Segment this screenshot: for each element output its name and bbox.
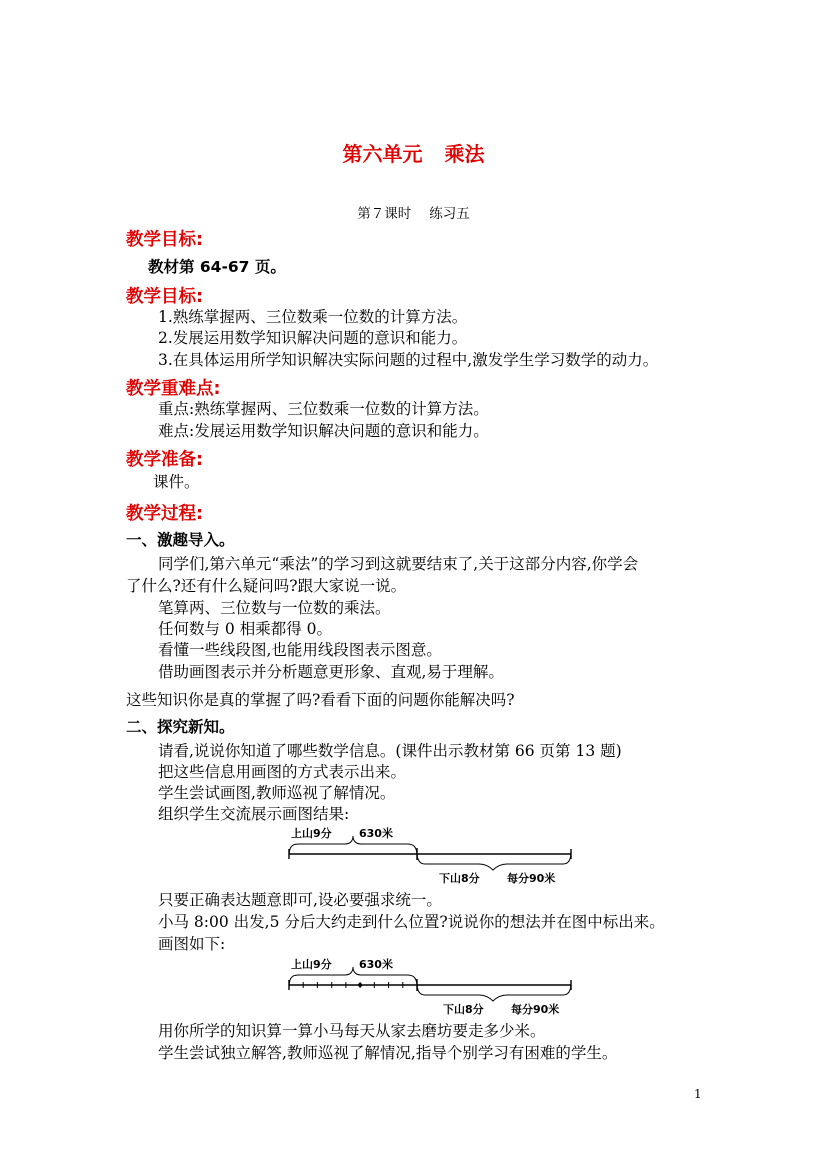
down-label: 下山8分: [439, 872, 480, 885]
page-title: [0, 138, 827, 167]
section-heading-process: 教学过程:: [126, 504, 203, 524]
down-speed: 每分90米: [511, 1003, 560, 1016]
down-speed: 每分90米: [507, 872, 556, 885]
paragraph-line: 请看,说说你知道了哪些数学信息。(课件出示教材第 66 页第 13 题): [158, 742, 622, 760]
paragraph-line: 这些知识你是真的掌握了吗?看看下面的问题你能解决吗?: [126, 691, 515, 709]
objective-item: 1.熟练掌握两、三位数乘一位数的计算方法。: [158, 308, 468, 326]
line-segment-diagram-2: [285, 953, 577, 1017]
lesson-name: 练习五: [429, 206, 470, 222]
section-heading-preparation: 教学准备:: [126, 450, 203, 470]
paragraph-line: 任何数与 0 相乘都得 0。: [158, 620, 333, 638]
up-distance: 630米: [359, 958, 393, 971]
lesson-number: 第７课时: [357, 206, 412, 222]
line-segment-diagram-1: [285, 822, 577, 886]
paragraph-line: 用你所学的知识算一算小马每天从家去磨坊要走多少米。: [158, 1022, 546, 1040]
section-heading-key-points: 教学重难点:: [126, 379, 221, 399]
key-point-item: 难点:发展运用数学知识解决问题的意识和能力。: [158, 422, 489, 440]
lesson-subtitle: [0, 202, 827, 222]
paragraph-line: 画图如下:: [158, 935, 226, 953]
down-label: 下山8分: [443, 1003, 484, 1016]
page-number: 1: [694, 1087, 702, 1101]
paragraph-line: 学生尝试画图,教师巡视了解情况。: [158, 784, 396, 802]
up-label: 上山9分: [291, 827, 332, 840]
objective-item: 3.在具体运用所学知识解决实际问题的过程中,激发学生学习数学的动力。: [158, 351, 659, 369]
section-heading-objectives-1: 教学目标:: [126, 230, 203, 250]
paragraph-line: 组织学生交流展示画图结果:: [158, 805, 350, 823]
paragraph-line: 笔算两、三位数与一位数的乘法。: [158, 599, 391, 617]
unit-title: 第六单元: [342, 142, 423, 166]
paragraph-line: 同学们,第六单元“乘法”的学习到这就要结束了,关于这部分内容,你学会: [158, 555, 639, 573]
paragraph-line: 学生尝试独立解答,教师巡视了解情况,指导个别学习有困难的学生。: [158, 1044, 618, 1062]
paragraph-line: 小马 8:00 出发,5 分后大约走到什么位置?说说你的想法并在图中标出来。: [158, 913, 665, 931]
paragraph-line: 把这些信息用画图的方式表示出来。: [158, 763, 407, 781]
unit-subject: 乘法: [444, 142, 485, 166]
paragraph-line: 看懂一些线段图,也能用线段图表示图意。: [158, 641, 442, 659]
paragraph-line: 只要正确表达题意即可,设必要强求统一。: [158, 891, 442, 909]
preparation-text: 课件。: [153, 473, 200, 491]
up-distance: 630米: [359, 827, 393, 840]
up-label: 上山9分: [291, 958, 332, 971]
textbook-pages: 教材第 64-67 页。: [148, 258, 286, 276]
part-heading-explore: 二、探究新知。: [126, 718, 235, 736]
position-marker: [358, 983, 362, 987]
objective-item: 2.发展运用数学知识解决问题的意识和能力。: [158, 329, 468, 347]
section-heading-objectives-2: 教学目标:: [126, 287, 203, 307]
part-heading-intro: 一、激趣导入。: [126, 531, 235, 549]
paragraph-line: 了什么?还有什么疑问吗?跟大家说一说。: [126, 577, 407, 595]
key-point-item: 重点:熟练掌握两、三位数乘一位数的计算方法。: [158, 400, 489, 418]
paragraph-line: 借助画图表示并分析题意更形象、直观,易于理解。: [158, 663, 504, 681]
